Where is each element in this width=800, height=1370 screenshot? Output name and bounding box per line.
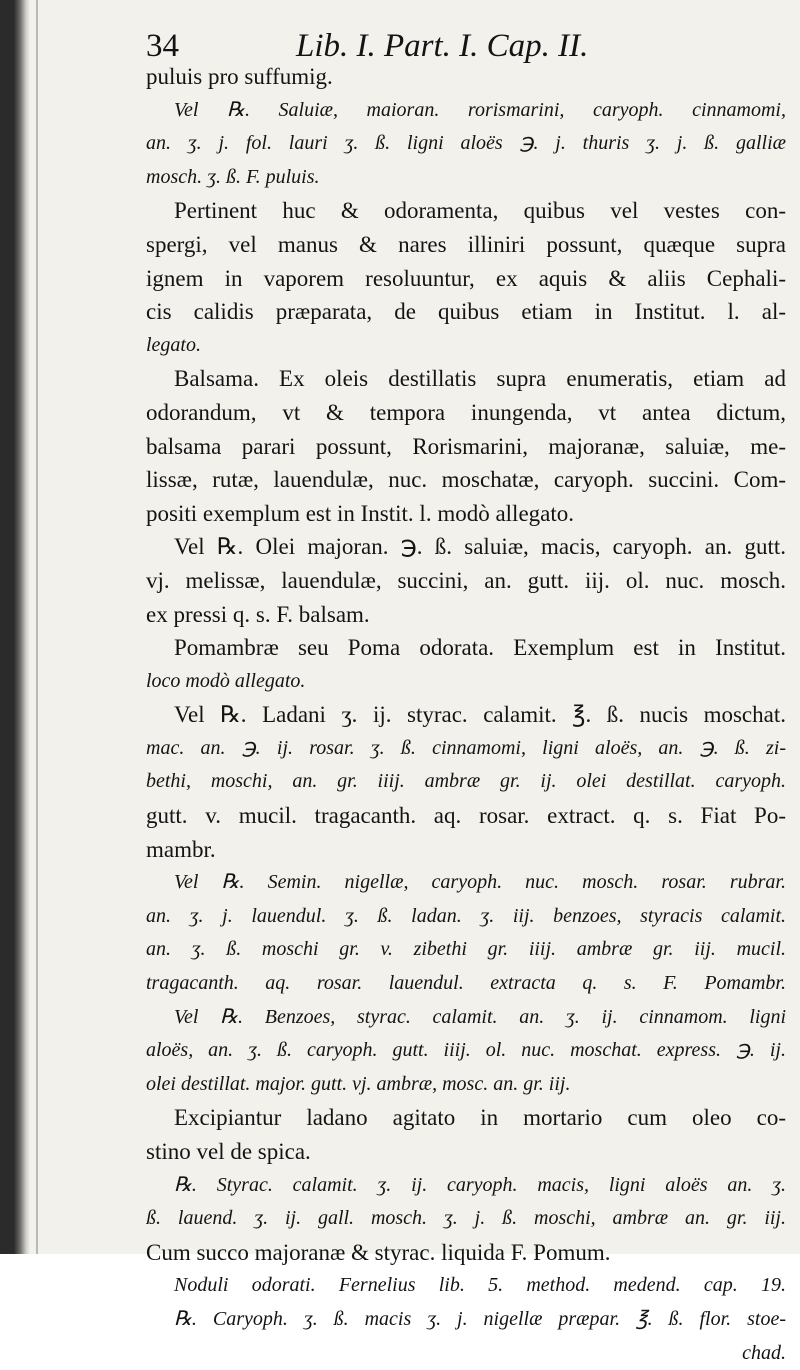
text-line: an. ʒ. ß. moschi gr. v. zibethi gr. iiij. ambræ gr. iij. mucil. xyxy=(146,938,786,961)
text-line: ignem in vaporem resoluuntur, ex aquis & aliis Cephali- xyxy=(146,265,786,291)
text-line: Excipiantur ladano agitato in mortario cum oleo co- xyxy=(174,1105,786,1131)
text-line: tragacanth. aq. rosar. lauendul. extracta q. s. F. Pomambr. xyxy=(146,972,786,995)
text-line: mac. an. ℈. ij. rosar. ʒ. ß. cinnamomi, ligni aloës, an. ℈. ß. zi- xyxy=(146,736,786,759)
text-line: legato. xyxy=(146,333,201,356)
page-gutter-edge xyxy=(36,0,38,1254)
text-line: mambr. xyxy=(146,836,216,862)
page-number: 34 xyxy=(146,28,179,64)
text-line: puluis pro suffumig. xyxy=(146,64,333,89)
text-line: Balsama. Ex oleis destillatis supra enumeratis, etiam ad xyxy=(174,366,786,392)
text-line: an. ʒ. j. fol. lauri ʒ. ß. ligni aloës ℈. j. thuris ʒ. j. ß. galliæ xyxy=(146,132,786,155)
text-line: an. ʒ. j. lauendul. ʒ. ß. ladan. ʒ. iij. benzoes, styracis calamit. xyxy=(146,904,786,927)
text-line: cis calidis præparata, de quibus etiam in Institut. l. al- xyxy=(146,299,786,325)
page-body-text xyxy=(146,60,786,1370)
running-title: Lib. I. Part. I. Cap. II. xyxy=(296,28,589,64)
text-line: ℞. Caryoph. ʒ. ß. macis ʒ. j. nigellæ præpar. ℥. ß. flor. stoe- xyxy=(174,1307,786,1330)
text-line: loco modò allegato. xyxy=(146,669,306,692)
text-line: aloës, an. ʒ. ß. caryoph. gutt. iiij. ol. nuc. moschat. express. ℈. ij. xyxy=(146,1039,786,1062)
text-line: Vel ℞. Saluiæ, maioran. rorismarini, caryoph. cinnamomi, xyxy=(174,98,786,121)
text-line: vj. melissæ, lauendulæ, succini, an. gutt. iij. ol. nuc. mosch. xyxy=(146,567,786,593)
text-line: Vel ℞. Semin. nigellæ, caryoph. nuc. mosch. rosar. rubrar. xyxy=(174,871,786,894)
text-line: ex pressi q. s. F. balsam. xyxy=(146,601,370,627)
text-line: mosch. ʒ. ß. F. puluis. xyxy=(146,165,320,188)
text-line: Vel ℞. Benzoes, styrac. calamit. an. ʒ. ij. cinnamom. ligni xyxy=(174,1005,786,1028)
text-line: bethi, moschi, an. gr. iiij. ambræ gr. ij. olei destillat. caryoph. xyxy=(146,770,786,793)
text-line: balsama parari possunt, Rorismarini, majoranæ, saluiæ, me- xyxy=(146,433,786,459)
text-line: chad. xyxy=(742,1341,786,1364)
text-line: stino vel de spica. xyxy=(146,1139,311,1164)
text-line: Vel ℞. Olei majoran. ℈. ß. saluiæ, macis, caryoph. an. gutt. xyxy=(174,534,786,560)
text-line: ß. lauend. ʒ. ij. gall. mosch. ʒ. j. ß. moschi, ambræ an. gr. iij. xyxy=(146,1207,786,1230)
page-gutter-shadow xyxy=(0,0,30,1254)
text-line: lissæ, rutæ, lauendulæ, nuc. moschatæ, caryoph. succini. Com- xyxy=(146,467,786,493)
text-line: Vel ℞. Ladani ʒ. ij. styrac. calamit. ℥. ß. nucis moschat. xyxy=(174,702,786,728)
text-line: odorandum, vt & tempora inungenda, vt antea dictum, xyxy=(146,399,786,425)
text-line: Cum succo majoranæ & styrac. liquida F. Pomum. xyxy=(146,1239,611,1265)
text-line: Pomambræ seu Poma odorata. Exemplum est in Institut. xyxy=(174,635,786,661)
text-line: spergi, vel manus & nares illiniri possunt, quæque supra xyxy=(146,231,786,257)
text-line: Pertinent huc & odoramenta, quibus vel vestes con- xyxy=(174,198,786,224)
text-line: Noduli odorati. Fernelius lib. 5. method. medend. cap. 19. xyxy=(174,1274,786,1297)
text-line: positi exemplum est in Instit. l. modò allegato. xyxy=(146,500,575,526)
text-line: olei destillat. major. gutt. vj. ambræ, mosc. an. gr. iij. xyxy=(146,1072,571,1095)
text-line: ℞. Styrac. calamit. ʒ. ij. caryoph. macis, ligni aloës an. ʒ. xyxy=(174,1173,786,1196)
text-line: gutt. v. mucil. tragacanth. aq. rosar. extract. q. s. Fiat Po- xyxy=(146,803,786,829)
